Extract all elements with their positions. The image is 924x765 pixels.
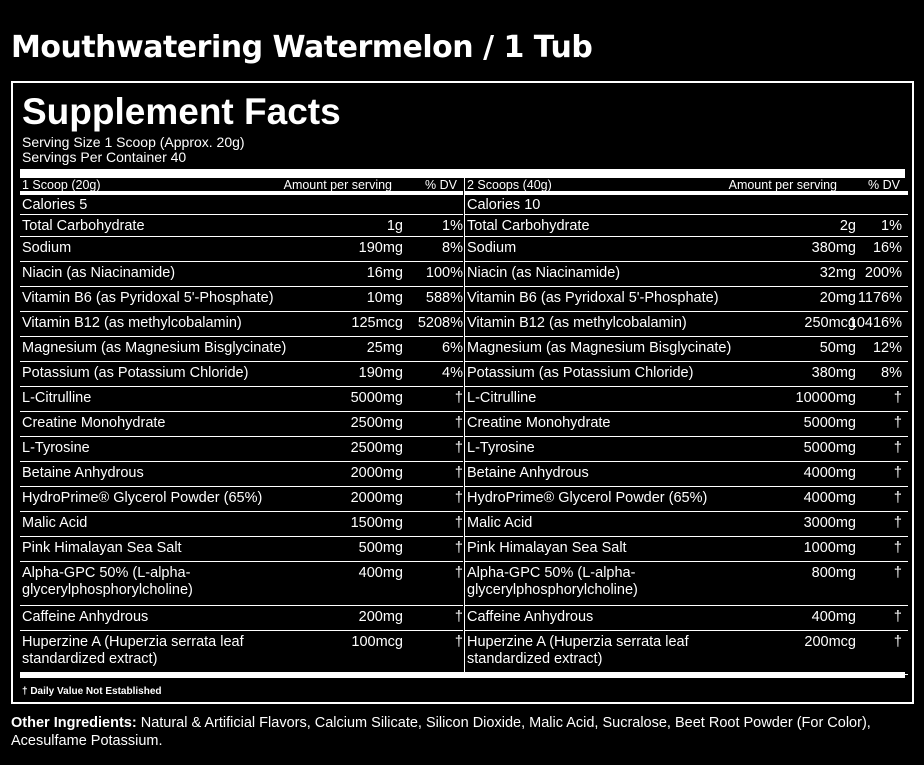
nutrient-dv: 10416% [848, 315, 902, 331]
nutrient-amount: 125mcg [351, 315, 403, 331]
nutrient-row [20, 631, 463, 675]
calories-value: Calories 10 [467, 197, 541, 213]
nutrient-dv: 1% [881, 218, 902, 234]
nutrient-row [20, 537, 463, 562]
nutrient-dv: † [893, 634, 902, 650]
nutrient-dv: † [893, 609, 902, 625]
nutrient-amount: 500mg [358, 540, 403, 556]
nutrient-row [465, 362, 908, 387]
nutrient-amount: 2500mg [350, 415, 403, 431]
serving-size: Serving Size 1 Scoop (Approx. 20g) [22, 134, 245, 150]
bottom-divider-bar [20, 672, 905, 678]
amount-header: Amount per serving [283, 178, 392, 192]
nutrient-dv: † [893, 465, 902, 481]
other-ingredients [11, 714, 891, 750]
nutrient-amount: 3000mg [803, 515, 856, 531]
nutrient-dv: † [454, 609, 463, 625]
nutrient-row [465, 237, 908, 262]
nutrient-dv: 200% [864, 265, 902, 281]
nutrient-amount: 190mg [358, 365, 403, 381]
nutrient-row [465, 215, 908, 237]
nutrient-dv: † [454, 540, 463, 556]
nutrient-amount: 2000mg [350, 490, 403, 506]
nutrient-dv: † [454, 390, 463, 406]
nutrient-row [465, 337, 908, 362]
nutrient-amount: 250mcg [804, 315, 856, 331]
nutrient-name: Magnesium (as Magnesium Bisglycinate) [22, 340, 287, 356]
nutrient-name: L-Tyrosine [22, 440, 90, 456]
nutrient-dv: † [454, 440, 463, 456]
nutrient-dv: 8% [442, 240, 463, 256]
nutrient-dv: † [893, 490, 902, 506]
nutrient-name: Niacin (as Niacinamide) [467, 265, 621, 281]
nutrient-dv: † [454, 465, 463, 481]
nutrient-row [465, 412, 908, 437]
nutrient-name: Caffeine Anhydrous [22, 609, 149, 625]
nutrient-row [465, 512, 908, 537]
nutrient-amount: 2g [839, 218, 856, 234]
other-ingredients-label: Other Ingredients: [11, 715, 137, 731]
nutrient-amount: 400mg [811, 609, 856, 625]
nutrient-amount: 10mg [366, 290, 403, 306]
dv-header: % DV [425, 178, 457, 192]
nutrient-row [20, 437, 463, 462]
nutrient-dv: † [893, 565, 902, 581]
nutrient-dv: † [454, 565, 463, 581]
nutrient-name: Huperzine A (Huperzia serrata leaf standardized extract) [467, 634, 689, 667]
nutrient-name: Pink Himalayan Sea Salt [467, 540, 627, 556]
nutrient-name: Betaine Anhydrous [467, 465, 589, 481]
nutrient-row [465, 537, 908, 562]
nutrient-amount: 5000mg [803, 415, 856, 431]
nutrient-amount: 50mg [819, 340, 856, 356]
nutrient-row [465, 437, 908, 462]
nutrient-amount: 4000mg [803, 490, 856, 506]
nutrient-amount: 5000mg [803, 440, 856, 456]
nutrient-dv: 12% [872, 340, 902, 356]
nutrient-name: Malic Acid [467, 515, 533, 531]
nutrient-dv: † [893, 515, 902, 531]
column-header [20, 178, 463, 195]
nutrient-dv: 8% [881, 365, 902, 381]
nutrient-dv: † [893, 540, 902, 556]
serving-label: 1 Scoop (20g) [22, 178, 101, 192]
nutrient-row [465, 262, 908, 287]
calories-value: Calories 5 [22, 197, 88, 213]
nutrient-amount: 2500mg [350, 440, 403, 456]
nutrient-amount: 20mg [819, 290, 856, 306]
nutrient-row [465, 562, 908, 606]
nutrient-dv: 4% [442, 365, 463, 381]
nutrient-row [20, 215, 463, 237]
serving-info [22, 135, 245, 165]
two-scoops-column [464, 178, 908, 675]
nutrient-name: Alpha-GPC 50% (L-alpha-glycerylphosphorylcholine) [22, 565, 193, 598]
daily-value-footnote: † Daily Value Not Established [22, 686, 162, 697]
nutrient-name: Niacin (as Niacinamide) [22, 265, 176, 281]
nutrient-amount: 2000mg [350, 465, 403, 481]
nutrient-name: Creatine Monohydrate [22, 415, 166, 431]
nutrient-row [20, 487, 463, 512]
nutrient-name: Betaine Anhydrous [22, 465, 144, 481]
nutrient-amount: 1500mg [350, 515, 403, 531]
nutrient-dv: 16% [872, 240, 902, 256]
nutrient-row [20, 362, 463, 387]
nutrient-row [465, 606, 908, 631]
nutrient-amount: 1g [386, 218, 403, 234]
nutrient-name: Alpha-GPC 50% (L-alpha-glycerylphosphorylcholine) [467, 565, 638, 598]
nutrient-row [20, 412, 463, 437]
nutrient-row [20, 337, 463, 362]
nutrient-row [20, 462, 463, 487]
nutrient-amount: 380mg [811, 240, 856, 256]
nutrient-row [20, 312, 463, 337]
nutrient-name: Vitamin B6 (as Pyridoxal 5'-Phosphate) [22, 290, 274, 306]
nutrient-row [465, 387, 908, 412]
nutrient-name: Vitamin B12 (as methylcobalamin) [467, 315, 687, 331]
nutrient-dv: † [893, 415, 902, 431]
amount-header: Amount per serving [728, 178, 837, 192]
nutrient-name: Huperzine A (Huperzia serrata leaf standardized extract) [22, 634, 244, 667]
nutrient-name: L-Citrulline [467, 390, 537, 406]
nutrient-dv: 100% [425, 265, 463, 281]
nutrient-name: Pink Himalayan Sea Salt [22, 540, 182, 556]
nutrient-row [465, 462, 908, 487]
nutrient-dv: 1176% [857, 290, 902, 306]
nutrient-name: Malic Acid [22, 515, 88, 531]
nutrient-name: Vitamin B12 (as methylcobalamin) [22, 315, 242, 331]
nutrient-name: Total Carbohydrate [467, 218, 590, 234]
nutrient-amount: 5000mg [350, 390, 403, 406]
product-title: Mouthwatering Watermelon / 1 Tub [11, 30, 593, 65]
nutrient-row [465, 631, 908, 675]
nutrient-row [20, 562, 463, 606]
nutrient-row [20, 512, 463, 537]
nutrient-dv: † [893, 440, 902, 456]
facts-heading: Supplement Facts [22, 91, 341, 132]
nutrient-dv: 6% [442, 340, 463, 356]
nutrient-amount: 25mg [366, 340, 403, 356]
dv-header: % DV [868, 178, 900, 192]
nutrient-name: L-Tyrosine [467, 440, 535, 456]
nutrient-name: Magnesium (as Magnesium Bisglycinate) [467, 340, 732, 356]
nutrient-name: Total Carbohydrate [22, 218, 145, 234]
nutrient-dv: † [893, 390, 902, 406]
nutrient-dv: 1% [442, 218, 463, 234]
supplement-facts-panel [11, 81, 914, 704]
nutrient-name: L-Citrulline [22, 390, 92, 406]
serving-label: 2 Scoops (40g) [467, 178, 552, 192]
nutrient-dv: 588% [425, 290, 463, 306]
nutrient-amount: 32mg [819, 265, 856, 281]
nutrient-dv: 5208% [417, 315, 463, 331]
nutrient-amount: 200mg [358, 609, 403, 625]
top-divider-bar [20, 169, 905, 178]
nutrient-name: Potassium (as Potassium Chloride) [467, 365, 694, 381]
nutrient-dv: † [454, 515, 463, 531]
nutrient-name: HydroPrime® Glycerol Powder (65%) [22, 490, 263, 506]
nutrient-row [20, 237, 463, 262]
nutrient-row [20, 387, 463, 412]
nutrient-amount: 200mcg [804, 634, 856, 650]
nutrient-name: Sodium [467, 240, 517, 256]
nutrient-dv: † [454, 634, 463, 650]
nutrient-row [20, 606, 463, 631]
nutrient-amount: 1000mg [803, 540, 856, 556]
nutrient-row [465, 287, 908, 312]
nutrient-amount: 800mg [811, 565, 856, 581]
calories-row [465, 195, 908, 215]
nutrient-row [465, 487, 908, 512]
other-ingredients-text: Natural & Artificial Flavors, Calcium Silicate, Silicon Dioxide, Malic Acid, Sucralose, Beet Root Powder (For Color), Acesulfame Potassium. [11, 715, 871, 749]
nutrient-name: Sodium [22, 240, 72, 256]
nutrient-row [465, 312, 908, 337]
column-header [465, 178, 908, 195]
nutrient-amount: 10000mg [795, 390, 856, 406]
nutrient-amount: 16mg [366, 265, 403, 281]
nutrient-name: HydroPrime® Glycerol Powder (65%) [467, 490, 708, 506]
nutrient-amount: 100mcg [351, 634, 403, 650]
nutrient-dv: † [454, 415, 463, 431]
nutrient-amount: 400mg [358, 565, 403, 581]
nutrient-amount: 4000mg [803, 465, 856, 481]
nutrient-row [20, 262, 463, 287]
nutrient-dv: † [454, 490, 463, 506]
nutrient-row [20, 287, 463, 312]
one-scoop-column [20, 178, 463, 675]
servings-per-container: Servings Per Container 40 [22, 149, 187, 165]
nutrient-name: Potassium (as Potassium Chloride) [22, 365, 249, 381]
nutrient-amount: 380mg [811, 365, 856, 381]
nutrient-name: Caffeine Anhydrous [467, 609, 594, 625]
nutrient-amount: 190mg [358, 240, 403, 256]
calories-row [20, 195, 463, 215]
nutrient-name: Creatine Monohydrate [467, 415, 611, 431]
nutrient-name: Vitamin B6 (as Pyridoxal 5'-Phosphate) [467, 290, 719, 306]
